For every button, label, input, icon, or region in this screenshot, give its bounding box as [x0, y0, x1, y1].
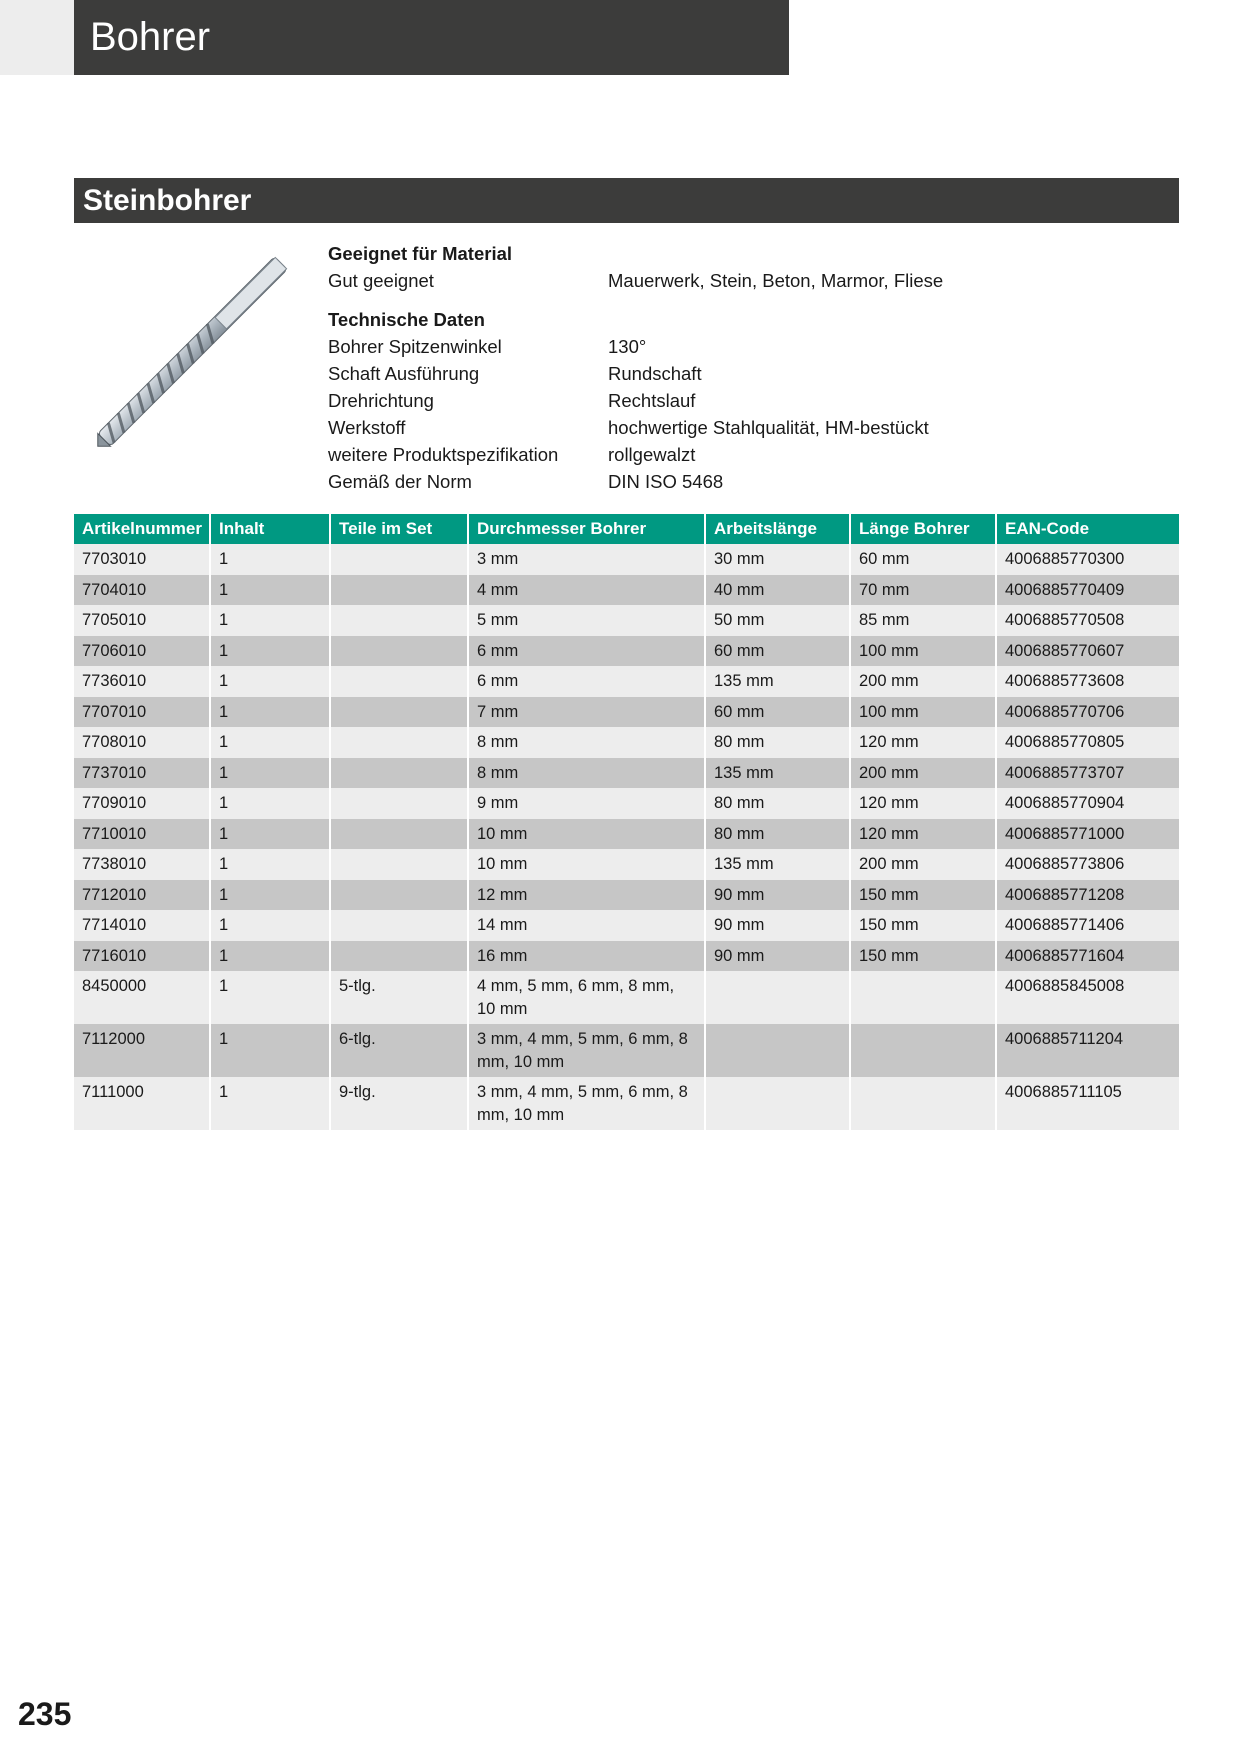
- table-cell: 7707010: [74, 697, 210, 728]
- table-cell: 1: [210, 666, 330, 697]
- table-row: [74, 849, 1179, 880]
- table-cell: [850, 1024, 996, 1077]
- table-cell: 1: [210, 971, 330, 1024]
- table-cell: 4006885771208: [996, 880, 1179, 911]
- table-cell: [330, 758, 468, 789]
- table-row: [74, 697, 1179, 728]
- table-cell: 7714010: [74, 910, 210, 941]
- spec-row: [328, 387, 1088, 414]
- table-cell: 4006885771406: [996, 910, 1179, 941]
- spec-label: weitere Produktspezifikation: [328, 444, 559, 465]
- table-cell: [330, 575, 468, 606]
- table-cell: 4006885773608: [996, 666, 1179, 697]
- product-table: [74, 514, 1179, 1130]
- table-cell: 8450000: [74, 971, 210, 1024]
- table-cell: 1: [210, 849, 330, 880]
- table-cell: 14 mm: [468, 910, 705, 941]
- table-cell: 5 mm: [468, 605, 705, 636]
- table-cell: 60 mm: [705, 636, 850, 667]
- table-cell: 80 mm: [705, 727, 850, 758]
- table-cell: [850, 971, 996, 1024]
- table-cell: 5-tlg.: [330, 971, 468, 1024]
- table-cell: 4006885770300: [996, 544, 1179, 575]
- table-cell: 80 mm: [705, 788, 850, 819]
- table-row: [74, 788, 1179, 819]
- table-row: [74, 910, 1179, 941]
- masonry-drill-bit-image: [74, 240, 304, 470]
- table-cell: 3 mm, 4 mm, 5 mm, 6 mm, 8 mm, 10 mm: [468, 1077, 705, 1130]
- table-cell: 40 mm: [705, 575, 850, 606]
- spec-label: Drehrichtung: [328, 390, 434, 411]
- table-cell: 4006885770805: [996, 727, 1179, 758]
- table-cell: 200 mm: [850, 758, 996, 789]
- table-row: [74, 636, 1179, 667]
- table-cell: 4006885770706: [996, 697, 1179, 728]
- specifications: [328, 240, 1088, 495]
- spec-row: [328, 468, 1088, 495]
- table-cell: [330, 788, 468, 819]
- table-cell: [330, 605, 468, 636]
- spec-label: Gemäß der Norm: [328, 471, 472, 492]
- table-cell: 16 mm: [468, 941, 705, 972]
- table-cell: 1: [210, 788, 330, 819]
- spec-row: [328, 414, 1088, 441]
- spec-value: hochwertige Stahlqualität, HM-bestückt: [608, 417, 929, 438]
- spec-row: [328, 267, 1088, 294]
- table-cell: 7712010: [74, 880, 210, 911]
- table-cell: 90 mm: [705, 880, 850, 911]
- table-cell: 90 mm: [705, 941, 850, 972]
- page-number: 235: [18, 1696, 72, 1732]
- table-header-row: [74, 514, 1179, 544]
- table-row: [74, 666, 1179, 697]
- table-cell: 4006885770508: [996, 605, 1179, 636]
- table-cell: 6 mm: [468, 636, 705, 667]
- table-cell: 4006885770409: [996, 575, 1179, 606]
- table-cell: 1: [210, 819, 330, 850]
- table-cell: 7704010: [74, 575, 210, 606]
- spec-value: DIN ISO 5468: [608, 471, 724, 492]
- table-body: [74, 544, 1179, 1130]
- table-cell: 120 mm: [850, 727, 996, 758]
- spec-label: Bohrer Spitzenwinkel: [328, 336, 502, 357]
- table-row: [74, 544, 1179, 575]
- table-cell: 1: [210, 758, 330, 789]
- table-cell: 100 mm: [850, 636, 996, 667]
- table-cell: 4006885773707: [996, 758, 1179, 789]
- spec-value: rollgewalzt: [608, 444, 696, 465]
- spec-row: [328, 333, 1088, 360]
- column-header: Länge Bohrer: [850, 514, 996, 544]
- table-cell: 1: [210, 1077, 330, 1130]
- table-cell: 60 mm: [705, 697, 850, 728]
- spec-label: Schaft Ausführung: [328, 363, 480, 384]
- table-cell: 1: [210, 697, 330, 728]
- table-row: [74, 1024, 1179, 1077]
- table-cell: 4 mm: [468, 575, 705, 606]
- table-cell: [850, 1077, 996, 1130]
- table-cell: 135 mm: [705, 666, 850, 697]
- table-cell: 9-tlg.: [330, 1077, 468, 1130]
- table-cell: 1: [210, 575, 330, 606]
- table-cell: 8 mm: [468, 727, 705, 758]
- table-cell: 7737010: [74, 758, 210, 789]
- spec-label: Gut geeignet: [328, 270, 434, 291]
- table-row: [74, 727, 1179, 758]
- table-cell: [330, 910, 468, 941]
- table-cell: 4006885845008: [996, 971, 1179, 1024]
- table-cell: [330, 880, 468, 911]
- table-cell: 90 mm: [705, 910, 850, 941]
- table-cell: 7111000: [74, 1077, 210, 1130]
- column-header: Durchmesser Bohrer: [468, 514, 705, 544]
- table-cell: 200 mm: [850, 849, 996, 880]
- table-cell: 150 mm: [850, 910, 996, 941]
- table-cell: 150 mm: [850, 880, 996, 911]
- table-cell: 4006885773806: [996, 849, 1179, 880]
- table-cell: 10 mm: [468, 819, 705, 850]
- column-header: EAN-Code: [996, 514, 1179, 544]
- page-title: Bohrer: [74, 0, 789, 75]
- table-cell: 4 mm, 5 mm, 6 mm, 8 mm, 10 mm: [468, 971, 705, 1024]
- table-cell: 7716010: [74, 941, 210, 972]
- table-cell: 6-tlg.: [330, 1024, 468, 1077]
- table-cell: 7736010: [74, 666, 210, 697]
- table-cell: 1: [210, 1024, 330, 1077]
- table-row: [74, 819, 1179, 850]
- table-cell: [705, 1077, 850, 1130]
- table-cell: 1: [210, 544, 330, 575]
- technical-heading: Technische Daten: [328, 309, 485, 330]
- table-row: [74, 575, 1179, 606]
- spec-value: Rechtslauf: [608, 390, 696, 411]
- table-cell: 60 mm: [850, 544, 996, 575]
- table-cell: 3 mm, 4 mm, 5 mm, 6 mm, 8 mm, 10 mm: [468, 1024, 705, 1077]
- table-cell: 7705010: [74, 605, 210, 636]
- table-cell: 135 mm: [705, 758, 850, 789]
- table-cell: 7738010: [74, 849, 210, 880]
- table-cell: 135 mm: [705, 849, 850, 880]
- table-cell: 4006885711204: [996, 1024, 1179, 1077]
- table-cell: 3 mm: [468, 544, 705, 575]
- column-header: Artikelnummer: [74, 514, 210, 544]
- table-cell: [705, 1024, 850, 1077]
- table-cell: 7 mm: [468, 697, 705, 728]
- table-row: [74, 941, 1179, 972]
- table-cell: [705, 971, 850, 1024]
- table-cell: 7112000: [74, 1024, 210, 1077]
- table-cell: 1: [210, 605, 330, 636]
- spec-row: [328, 360, 1088, 387]
- table-cell: [330, 636, 468, 667]
- table-cell: [330, 819, 468, 850]
- table-cell: 100 mm: [850, 697, 996, 728]
- table-cell: 4006885711105: [996, 1077, 1179, 1130]
- table-cell: 10 mm: [468, 849, 705, 880]
- table-row: [74, 971, 1179, 1024]
- table-cell: 7703010: [74, 544, 210, 575]
- table-cell: 1: [210, 636, 330, 667]
- table-row: [74, 1077, 1179, 1130]
- table-cell: 50 mm: [705, 605, 850, 636]
- table-row: [74, 880, 1179, 911]
- table-cell: 85 mm: [850, 605, 996, 636]
- table-cell: [330, 941, 468, 972]
- corner-block: [0, 0, 74, 75]
- table-cell: [330, 666, 468, 697]
- column-header: Inhalt: [210, 514, 330, 544]
- table-cell: 7706010: [74, 636, 210, 667]
- table-cell: 4006885770607: [996, 636, 1179, 667]
- table-cell: 120 mm: [850, 788, 996, 819]
- column-header: Arbeitslänge: [705, 514, 850, 544]
- table-cell: [330, 544, 468, 575]
- spec-label: Werkstoff: [328, 417, 406, 438]
- table-cell: [330, 849, 468, 880]
- table-cell: 7710010: [74, 819, 210, 850]
- table-row: [74, 605, 1179, 636]
- table-cell: 4006885771604: [996, 941, 1179, 972]
- table-cell: 6 mm: [468, 666, 705, 697]
- table-cell: 1: [210, 727, 330, 758]
- table-cell: 12 mm: [468, 880, 705, 911]
- spec-row: [328, 441, 1088, 468]
- section-title: Steinbohrer: [74, 178, 1179, 223]
- table-cell: 80 mm: [705, 819, 850, 850]
- column-header: Teile im Set: [330, 514, 468, 544]
- table-cell: [330, 727, 468, 758]
- table-cell: 1: [210, 941, 330, 972]
- table-cell: 1: [210, 880, 330, 911]
- spec-value: Rundschaft: [608, 363, 702, 384]
- table-cell: 70 mm: [850, 575, 996, 606]
- table-row: [74, 758, 1179, 789]
- table-cell: 1: [210, 910, 330, 941]
- table-cell: 9 mm: [468, 788, 705, 819]
- table-cell: 150 mm: [850, 941, 996, 972]
- table-cell: 4006885771000: [996, 819, 1179, 850]
- table-cell: 4006885770904: [996, 788, 1179, 819]
- table-cell: 120 mm: [850, 819, 996, 850]
- table-cell: 30 mm: [705, 544, 850, 575]
- table-cell: 8 mm: [468, 758, 705, 789]
- table-cell: 7709010: [74, 788, 210, 819]
- table-cell: 200 mm: [850, 666, 996, 697]
- spec-value: Mauerwerk, Stein, Beton, Marmor, Fliese: [608, 270, 944, 291]
- table-cell: 7708010: [74, 727, 210, 758]
- spec-value: 130°: [608, 336, 647, 357]
- table-cell: [330, 697, 468, 728]
- material-heading: Geeignet für Material: [328, 243, 513, 264]
